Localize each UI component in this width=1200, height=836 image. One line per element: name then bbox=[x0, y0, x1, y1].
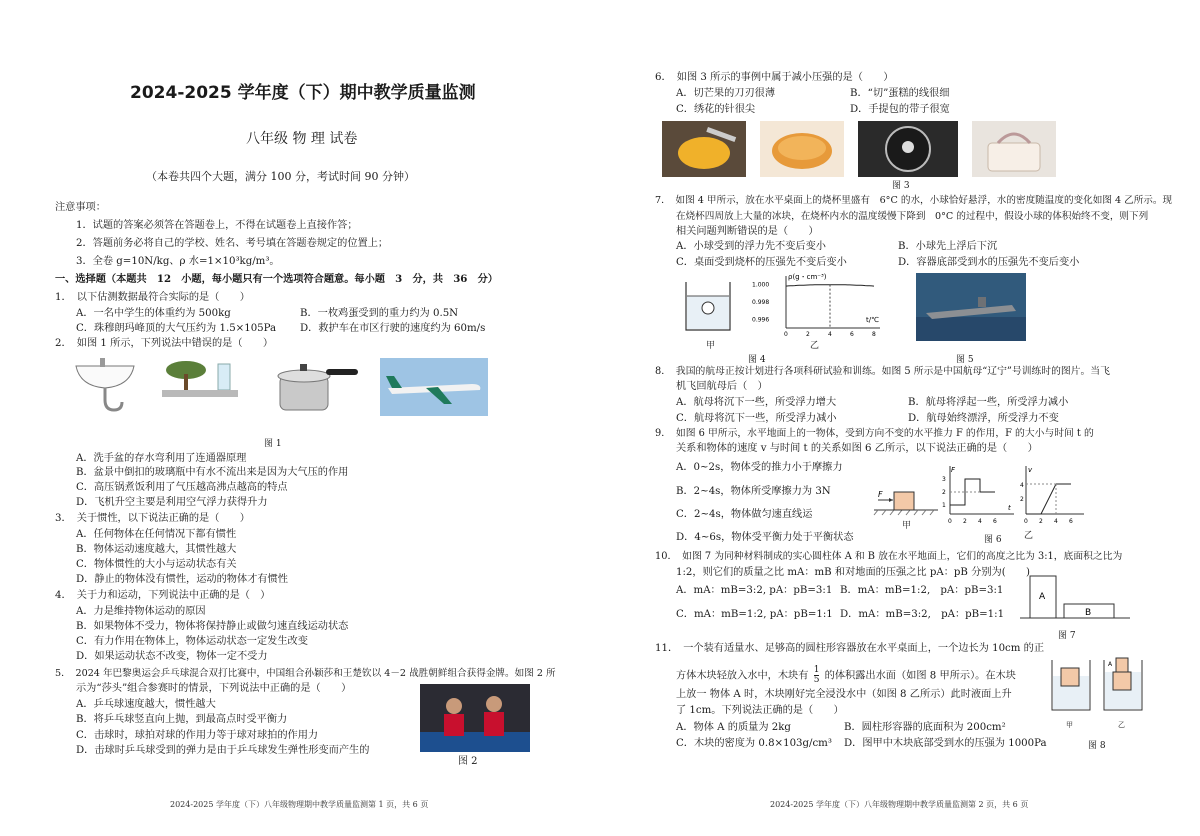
q11-stem-line4: 了 1cm。下列说法正确的是（ ） bbox=[676, 705, 844, 716]
page-two bbox=[600, 0, 1200, 836]
density-y-tick: 0.998 bbox=[752, 299, 770, 306]
mango-cutting-photo bbox=[662, 121, 746, 177]
q3-option-a: A．任何物体在任何情况下都有惯性 bbox=[76, 529, 237, 540]
q2-option-d: D．飞机升空主要是利用空气浮力获得升力 bbox=[76, 497, 268, 508]
q11-option-b: B．圆柱形容器的底面积为 200cm² bbox=[844, 722, 1006, 733]
block-a-label: A bbox=[1108, 661, 1113, 668]
q10-option-a: A．mA：mB=3:2, pA：pB=3:1 bbox=[676, 585, 833, 596]
cylinder-b-label: B bbox=[1085, 608, 1092, 618]
q11-stem-line2 bbox=[676, 666, 1016, 685]
q5-option-b: B．将乒乓球竖直向上抛，到最高点时受平衡力 bbox=[76, 714, 288, 725]
v-t-tick-4: 4 bbox=[1054, 518, 1058, 525]
q5-option-d: D．击球时乒乓球受到的弹力是由于乒乓球发生弹性形变而产生的 bbox=[76, 745, 370, 756]
q3-option-c: C．物体惯性的大小与运动状态有关 bbox=[76, 559, 237, 570]
figure-2-caption: 图 2 bbox=[458, 756, 478, 767]
q9-option-b: B．2~4s，物体所受摩擦力为 3N bbox=[676, 486, 831, 497]
q4-option-d: D．如果运动状态不改变，物体一定不受力 bbox=[76, 651, 268, 662]
q10-option-b: B．mA：mB=1:2, pA：pB=3:1 bbox=[840, 585, 1004, 596]
exam-subtitle: 八年级 物 理 试卷 bbox=[246, 131, 358, 147]
q5-option-c: C．击球时，球拍对球的作用力等于球对球拍的作用力 bbox=[76, 730, 319, 741]
figure-6-yi-label: 乙 bbox=[1024, 531, 1034, 541]
q2-option-a: A．洗手盆的存水弯利用了连通器原理 bbox=[76, 453, 247, 464]
f-tick-3: 3 bbox=[942, 476, 946, 483]
q7-option-b: B．小球先上浮后下沉 bbox=[898, 241, 998, 252]
figure-4-yi-label: 乙 bbox=[810, 341, 820, 351]
q11-option-d: D．图甲中木块底部受到水的压强为 1000Pa bbox=[844, 738, 1047, 749]
figure-8-caption: 图 8 bbox=[1088, 741, 1106, 751]
q6-option-c: C．绣花的针很尖 bbox=[676, 104, 756, 115]
q1-option-d: D．救护车在市区行驶的速度约为 60m/s bbox=[300, 323, 486, 334]
q9-option-c: C．2~4s，物体做匀速直线运 bbox=[676, 509, 813, 520]
exam-title: 2024-2025 学年度（下）期中教学质量监测 bbox=[130, 83, 476, 103]
f-t-tick-6: 6 bbox=[993, 518, 997, 525]
notice-2: 2．答题前务必将自己的学校、姓名、考号填在答题卷规定的位置上； bbox=[76, 238, 389, 249]
q8-option-c: C．航母将沉下一些，所受浮力减小 bbox=[676, 413, 837, 424]
v-tick-2: 2 bbox=[1020, 496, 1024, 503]
figure-4-caption: 图 4 bbox=[748, 355, 766, 365]
f-axis-label: F bbox=[951, 466, 956, 474]
bonsai-image bbox=[160, 356, 242, 404]
q9-option-a: A．0~2s，物体受的推力小于摩擦力 bbox=[676, 462, 843, 473]
table-tennis-photo bbox=[420, 684, 530, 752]
q10-option-c: C．mA：mB=1:2, pA：pB=1:1 bbox=[676, 609, 833, 620]
q9-option-d: D．4~6s，物体受平衡力处于平衡状态 bbox=[676, 532, 854, 543]
q4-stem: 4． 关于力和运动，下列说法中正确的是（ ） bbox=[55, 590, 271, 601]
q9-stem-line2: 关系和物体的速度 v 与时间 t 的关系如图 6 乙所示，以下说法正确的是（ ） bbox=[676, 443, 1038, 454]
q8-option-a: A．航母将沉下一些，所受浮力增大 bbox=[676, 397, 837, 408]
embroidery-photo bbox=[858, 121, 958, 177]
density-y-tick: 1.000 bbox=[752, 281, 770, 289]
q4-option-a: A．力是维持物体运动的原因 bbox=[76, 606, 206, 617]
q7-option-c: C．桌面受到烧杯的压强先不变后变小 bbox=[676, 257, 847, 268]
cylinders-diagram bbox=[1020, 572, 1130, 620]
q7-option-a: A．小球受到的浮力先不变后变小 bbox=[676, 241, 826, 252]
q8-stem-line1: 8． 我国的航母正按计划进行各项科研试验和训练。如图 5 所示是中国航母“辽宁”号训练时的图片。当飞 bbox=[655, 366, 1110, 377]
f-tick-2: 2 bbox=[942, 489, 946, 496]
q8-option-b: B．航母将浮起一些，所受浮力减小 bbox=[908, 397, 1069, 408]
q8-option-d: D．航母始终漂浮，所受浮力不变 bbox=[908, 413, 1059, 424]
figure-8-jia-label: 甲 bbox=[1066, 721, 1073, 729]
figure-3-caption: 图 3 bbox=[892, 181, 910, 191]
q9-stem-line1: 9． 如图 6 甲所示，水平地面上的一物体，受到方向不变的水平推力 F 的作用，F 的大小与时间 t 的 bbox=[655, 428, 1094, 439]
q6-option-d: D．手提包的带子很宽 bbox=[850, 104, 950, 115]
handbag-photo bbox=[972, 121, 1056, 177]
q5-stem-line1: 5． 2024 年巴黎奥运会乒乓球混合双打比赛中，中国组合孙颖莎和王楚钦以 4－2 战胜朝鲜组合获得金牌。如图 2 所 bbox=[55, 668, 556, 679]
cylinder-a-label: A bbox=[1039, 592, 1046, 602]
q11-option-c: C．木块的密度为 0.8×103g/cm³ bbox=[676, 738, 832, 749]
q7-stem-line2: 在烧杯四周放上大量的冰块，在烧杯内水的温度缓慢下降到 0°C 的过程中，假设小球的体积始终不变，则下列 bbox=[676, 211, 1149, 222]
q5-option-a: A．乒乓球速度越大，惯性越大 bbox=[76, 699, 216, 710]
v-t-tick-2: 2 bbox=[1039, 518, 1043, 525]
figure-8-yi-label: 乙 bbox=[1118, 721, 1125, 729]
q10-stem-line1: 10． 如图 7 为同种材料制成的实心圆柱体 A 和 B 放在水平地面上，它们的高度之比为 3:1，底面积之比为 bbox=[655, 551, 1123, 562]
q6-option-a: A．切芒果的刀刃很薄 bbox=[676, 88, 776, 99]
q5-stem-line2: 示为“莎头”组合参赛时的情景，下列说法中正确的是（ ） bbox=[76, 683, 352, 694]
q1-option-c: C．珠穆朗玛峰顶的大气压约为 1.5×105Pa bbox=[76, 323, 277, 334]
figure-5-caption: 图 5 bbox=[956, 355, 974, 365]
v-tick-4: 4 bbox=[1020, 482, 1024, 489]
q11-stem-line2-start: 方体木块轻放入水中，木块有 bbox=[676, 670, 809, 682]
q3-stem: 3． 关于惯性，以下说法正确的是（ ） bbox=[55, 513, 250, 524]
q11-option-a: A．物体 A 的质量为 2kg bbox=[676, 722, 791, 733]
f-t-tick-4: 4 bbox=[978, 518, 982, 525]
density-x-tick: 8 bbox=[872, 331, 876, 338]
section-one-heading: 一、选择题（本题共 12 小题，每小题只有一个选项符合题意。每小题 3 分，共 36 分） bbox=[55, 273, 498, 285]
figure-6-jia-label: 甲 bbox=[902, 521, 912, 531]
airplane-image bbox=[380, 358, 488, 416]
q3-option-b: B．物体运动速度越大，其惯性越大 bbox=[76, 544, 237, 555]
velocity-time-line bbox=[1026, 484, 1071, 514]
pressure-cooker-image bbox=[270, 360, 360, 414]
density-x-tick: 6 bbox=[850, 331, 854, 338]
notice-1: 1．试题的答案必须答在答题卷上，不得在试题卷上直接作答； bbox=[76, 220, 358, 231]
q2-stem: 2． 如图 1 所示，下列说法中错误的是（ ） bbox=[55, 338, 274, 349]
q7-stem-line3: 相关问题判断错误的是（ ） bbox=[676, 226, 819, 237]
f-tick-1: 1 bbox=[942, 502, 946, 509]
density-y-label: ρ(g・cm⁻³) bbox=[788, 273, 827, 281]
figure-1-caption: 图 1 bbox=[264, 439, 282, 449]
q4-option-b: B．如果物体不受力，物体将保持静止或做匀速直线运动状态 bbox=[76, 621, 349, 632]
q7-stem-line1: 7． 如图 4 甲所示，放在水平桌面上的烧杯里盛有 6°C 的水，小球恰好悬浮，水的密度随温度的变化如图 4 乙所示。现 bbox=[655, 195, 1173, 206]
q1-option-b: B．一枚鸡蛋受到的重力约为 0.5N bbox=[300, 308, 459, 319]
v-axis-label: v bbox=[1028, 466, 1033, 474]
density-y-tick: 0.996 bbox=[752, 316, 770, 324]
density-x-unit: t/℃ bbox=[866, 316, 879, 324]
density-x-tick: 2 bbox=[806, 331, 810, 338]
fraction-numerator: 1 bbox=[813, 665, 820, 675]
f-t-axis-label: t bbox=[1008, 504, 1011, 512]
page-two-footer: 2024-2025 学年度（下）八年级物理期中教学质量监测第 2 页，共 6 页 bbox=[770, 800, 1029, 809]
f-t-tick-2: 2 bbox=[963, 518, 967, 525]
q2-option-c: C．高压锅煮饭利用了气压越高沸点越高的特点 bbox=[76, 482, 288, 493]
q8-stem-line2: 机飞回航母后（ ） bbox=[676, 381, 768, 392]
q2-option-b: B．盆景中倒扣的玻璃瓶中有水不流出来是因为大气压的作用 bbox=[76, 467, 349, 478]
force-velocity-graphs bbox=[936, 462, 1086, 528]
v-t-tick-6: 6 bbox=[1069, 518, 1073, 525]
q7-option-d: D．容器底部受到水的压强先不变后变小 bbox=[898, 257, 1080, 268]
q6-option-b: B．“切”蛋糕的线很细 bbox=[850, 88, 950, 99]
q6-stem: 6． 如图 3 所示的事例中属于减小压强的是（ ） bbox=[655, 72, 894, 83]
force-f-label: F bbox=[878, 490, 883, 499]
q10-option-d: D．mA：mB=3:2, pA：pB=1:1 bbox=[840, 609, 1005, 620]
figure-7-caption: 图 7 bbox=[1058, 631, 1076, 641]
aircraft-carrier-photo bbox=[916, 273, 1026, 341]
fraction-one-fifth bbox=[814, 666, 820, 685]
q1-stem: 1． 以下估测数据最符合实际的是（ ） bbox=[55, 292, 250, 303]
page-one-footer: 2024-2025 学年度（下）八年级物理期中教学质量监测第 1 页，共 6 页 bbox=[170, 800, 429, 809]
wood-block-containers bbox=[1048, 654, 1148, 718]
figure-4-jia-label: 甲 bbox=[706, 341, 716, 351]
beaker-diagram bbox=[682, 278, 734, 334]
q10-stem-line2: 1:2，则它们的质量之比 mA：mB 和对地面的压强之比 pA：pB 分别为( ) bbox=[676, 567, 1031, 578]
fraction-denominator: 5 bbox=[813, 675, 820, 685]
notice-3: 3．全卷 g=10N/kg、ρ 水=1×10³kg/m³。 bbox=[76, 256, 280, 267]
density-x-tick: 4 bbox=[828, 331, 832, 338]
v-t-tick-0: 0 bbox=[1024, 518, 1028, 525]
cake-cutting-photo bbox=[760, 121, 844, 177]
q3-option-d: D．静止的物体没有惯性，运动的物体才有惯性 bbox=[76, 574, 288, 585]
exam-info: （本卷共四个大题，满分 100 分，考试时间 90 分钟） bbox=[146, 170, 415, 183]
q11-stem-line1: 11． 一个装有适量水、足够高的圆柱形容器放在水平桌面上，一个边长为 10cm 的正 bbox=[655, 643, 1045, 654]
q1-option-a: A．一名中学生的体重约为 500kg bbox=[76, 308, 231, 319]
density-temperature-chart bbox=[750, 270, 884, 340]
notice-heading: 注意事项： bbox=[55, 202, 106, 213]
q11-stem-line3: 上放一 物体 A 时，木块刚好完全浸没水中（如图 8 乙所示）此时液面上升 bbox=[676, 689, 1012, 700]
f-t-tick-0: 0 bbox=[948, 518, 952, 525]
force-time-line bbox=[950, 479, 995, 505]
sink-image bbox=[70, 356, 140, 418]
figure-6-caption: 图 6 bbox=[984, 535, 1002, 545]
density-x-tick: 0 bbox=[784, 331, 788, 338]
q4-option-c: C．有力作用在物体上，物体运动状态一定发生改变 bbox=[76, 636, 308, 647]
q11-stem-line2-end: 的体积露出水面（如图 8 甲所示）。在木块 bbox=[824, 670, 1016, 682]
